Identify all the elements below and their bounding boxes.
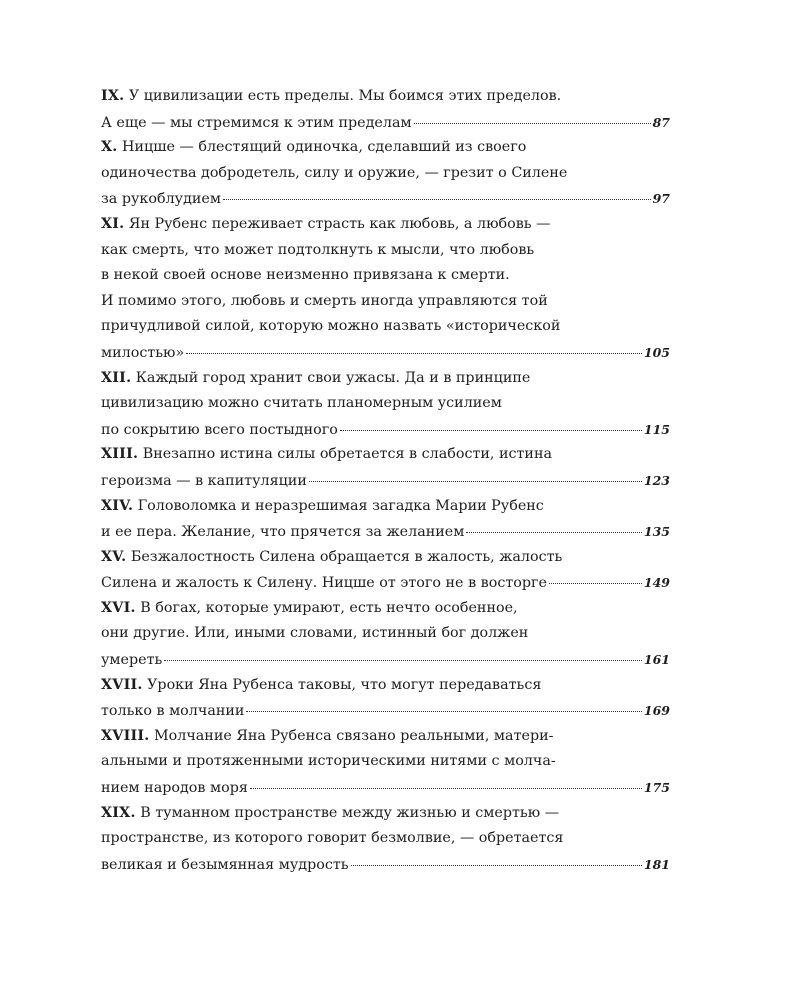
- toc-entry-line: [101, 801, 670, 827]
- chapter-title-line: И помимо этого, любовь и смерть иногда управляются той: [101, 292, 548, 309]
- toc-entry-text-wrap: [101, 318, 560, 334]
- chapter-title-line: У цивилизации есть пределы. Мы боимся этих пределов.: [128, 88, 562, 104]
- dot-leader: [223, 198, 651, 200]
- toc-entry-text-wrap: [101, 549, 562, 565]
- toc-entry-line: [101, 186, 670, 212]
- chapter-number: XVI.: [101, 599, 136, 616]
- toc-entry-line: [101, 263, 670, 289]
- toc-entry-text-wrap: [101, 677, 541, 693]
- toc-entry-line: [101, 519, 670, 545]
- toc-entry-text-wrap: [101, 111, 412, 137]
- toc-entry-line: [101, 135, 670, 161]
- toc-entry: [101, 724, 670, 801]
- toc-entry-text-wrap: [101, 267, 510, 283]
- page-number: 135: [643, 524, 670, 540]
- toc-entry-text-wrap: [101, 571, 547, 597]
- toc-entry-text-wrap: [101, 446, 552, 462]
- page-number: 175: [643, 780, 670, 796]
- chapter-title-line: одиночества добродетель, силу и оружие, — грезит о Силене: [101, 164, 568, 181]
- chapter-title-line: Ницше — блестящий одиночка, сделавший из своего: [122, 139, 527, 156]
- toc-entry-line: [101, 673, 670, 699]
- dot-leader: [250, 787, 642, 789]
- toc-entry-line: [101, 391, 670, 417]
- toc-entry-line: [101, 621, 670, 647]
- dot-leader: [186, 352, 642, 354]
- toc-entry-text-wrap: [101, 242, 534, 258]
- toc-entry-text-wrap: [101, 165, 567, 181]
- toc-entry-line: [101, 545, 670, 571]
- dot-leader: [164, 659, 642, 661]
- toc-entry-text-wrap: [101, 418, 338, 444]
- chapter-number: XIII.: [101, 446, 139, 463]
- toc-entry-line: [101, 826, 670, 852]
- toc-entry-line: [101, 289, 670, 315]
- dot-leader: [549, 582, 642, 584]
- toc-entry-text-wrap: [101, 753, 556, 769]
- chapter-title-line: Безжалостность Силена обращается в жалость, жалость: [130, 548, 563, 565]
- toc-entry: [101, 442, 670, 493]
- page-number: 97: [652, 191, 670, 207]
- toc-entry-line: [101, 84, 670, 110]
- dot-leader: [246, 710, 641, 712]
- chapter-number: XIV.: [101, 497, 134, 514]
- chapter-number: XII.: [101, 369, 132, 386]
- chapter-title-line: альными и протяженными историческими нитями с молча-: [101, 753, 556, 770]
- toc-entry-text-wrap: [101, 600, 518, 616]
- chapter-title-line: Ян Рубенс переживает страсть как любовь, а любовь —: [128, 215, 551, 232]
- dot-leader: [309, 480, 642, 482]
- toc-entry-text-wrap: [101, 728, 553, 744]
- page-number: 169: [643, 703, 670, 719]
- page-number: 149: [643, 575, 670, 591]
- chapter-title-line: великая и безымянная мудрость: [101, 856, 349, 873]
- chapter-number: X.: [101, 139, 118, 156]
- chapter-title-line: героизма — в капитуляции: [101, 472, 307, 489]
- page-number: 123: [643, 472, 670, 488]
- toc-entry-text-wrap: [101, 625, 528, 641]
- chapter-title-line: Уроки Яна Рубенса таковы, что могут передаваться: [147, 676, 542, 693]
- chapter-title-line: В туманном пространстве между жизнью и смертью —: [140, 804, 560, 821]
- toc-entry-line: [101, 340, 670, 366]
- toc-entry-line: [101, 749, 670, 775]
- toc-entry: [101, 212, 670, 366]
- toc-entry-text-wrap: [101, 520, 464, 546]
- toc-entry: [101, 84, 670, 135]
- toc-entry-text-wrap: [101, 805, 559, 821]
- toc-entry-text-wrap: [101, 395, 502, 411]
- toc-entry-line: [101, 314, 670, 340]
- chapter-number: IX.: [101, 88, 125, 104]
- chapter-title-line: в некой своей основе неизменно привязана к смерти.: [101, 267, 510, 284]
- chapter-number: XVII.: [101, 676, 143, 693]
- chapter-number: XV.: [101, 548, 127, 565]
- chapter-title-line: умереть: [101, 652, 163, 669]
- toc-entry-line: [101, 238, 670, 264]
- chapter-title-line: и ее пера. Желание, что прячется за желанием: [101, 524, 465, 541]
- chapter-title-line: причудливой силой, которую можно назвать «исторической: [101, 318, 561, 335]
- toc-entry: [101, 494, 670, 545]
- chapter-title-line: Головоломка и неразрешимая загадка Марии Рубенс: [137, 497, 544, 514]
- toc-entry-line: [101, 417, 670, 443]
- toc-entry-line: [101, 212, 670, 238]
- page-number: 181: [643, 856, 670, 872]
- chapter-number: XVIII.: [101, 727, 150, 744]
- chapter-title-line: Каждый город хранит свои ужасы. Да и в принципе: [135, 369, 531, 386]
- chapter-title-line: А еще — мы стремимся к этим пределам: [101, 114, 412, 131]
- chapter-number: XIX.: [101, 804, 136, 821]
- toc-entry-line: [101, 366, 670, 392]
- toc-entry-line: [101, 775, 670, 801]
- chapter-title-line: цивилизацию можно считать планомерным усилием: [101, 395, 502, 412]
- toc-entry-line: [101, 852, 670, 878]
- toc-entry-line: [101, 647, 670, 673]
- chapter-title-line: за рукоблудием: [101, 191, 221, 208]
- chapter-title-line: по сокрытию всего постыдного: [101, 421, 338, 438]
- chapter-title-line: нием народов моря: [101, 780, 248, 797]
- page-number: 87: [652, 114, 670, 130]
- page-number: 161: [643, 652, 670, 668]
- chapter-title-line: В богах, которые умирают, есть нечто особенное,: [140, 599, 518, 616]
- chapter-title-line: они другие. Или, иными словами, истинный бог должен: [101, 625, 529, 642]
- toc-entry: [101, 366, 670, 443]
- toc-entry-line: [101, 570, 670, 596]
- chapter-title-line: Внезапно истина силы обретается в слабости, истина: [142, 446, 553, 463]
- toc-entry-line: [101, 110, 670, 136]
- toc-entry-line: [101, 698, 670, 724]
- toc-entry: [101, 596, 670, 673]
- toc-entry-line: [101, 724, 670, 750]
- chapter-title-line: как смерть, что может подтолкнуть к мысли, что любовь: [101, 241, 535, 258]
- toc-entry: [101, 801, 670, 878]
- dot-leader: [351, 864, 642, 866]
- page-number: 105: [643, 344, 670, 360]
- toc-entry-text-wrap: [101, 187, 221, 213]
- toc-entry-text-wrap: [101, 469, 307, 495]
- toc-entry-text-wrap: [101, 293, 548, 309]
- chapter-title-line: милостью»: [101, 344, 185, 361]
- dot-leader: [466, 531, 642, 533]
- chapter-title-line: пространстве, из которого говорит безмолвие, — обретается: [101, 830, 564, 847]
- chapter-title-line: Молчание Яна Рубенса связано реальными, матери-: [153, 727, 554, 744]
- toc-entry-text-wrap: [101, 216, 550, 232]
- table-of-contents: [101, 84, 670, 877]
- toc-entry-line: [101, 468, 670, 494]
- toc-entry-line: [101, 442, 670, 468]
- dot-leader: [414, 122, 651, 124]
- toc-entry-line: [101, 596, 670, 622]
- toc-entry: [101, 673, 670, 724]
- toc-entry-text-wrap: [101, 341, 184, 367]
- toc-entry-text-wrap: [101, 370, 530, 386]
- toc-entry-text-wrap: [101, 139, 526, 155]
- toc-entry-text-wrap: [101, 830, 563, 846]
- toc-entry-text-wrap: [101, 88, 561, 104]
- toc-entry: [101, 135, 670, 212]
- dot-leader: [340, 429, 642, 431]
- chapter-title-line: только в молчании: [101, 703, 245, 720]
- page-number: 115: [643, 421, 670, 437]
- toc-entry-text-wrap: [101, 498, 544, 514]
- toc-entry-line: [101, 161, 670, 187]
- toc-entry-text-wrap: [101, 648, 162, 674]
- toc-entry-text-wrap: [101, 853, 349, 879]
- toc-entry-text-wrap: [101, 699, 244, 725]
- chapter-number: XI.: [101, 215, 125, 232]
- toc-entry: [101, 545, 670, 596]
- toc-entry-line: [101, 494, 670, 520]
- chapter-title-line: Силена и жалость к Силену. Ницше от этого не в восторге: [101, 575, 547, 592]
- toc-entry-text-wrap: [101, 776, 248, 802]
